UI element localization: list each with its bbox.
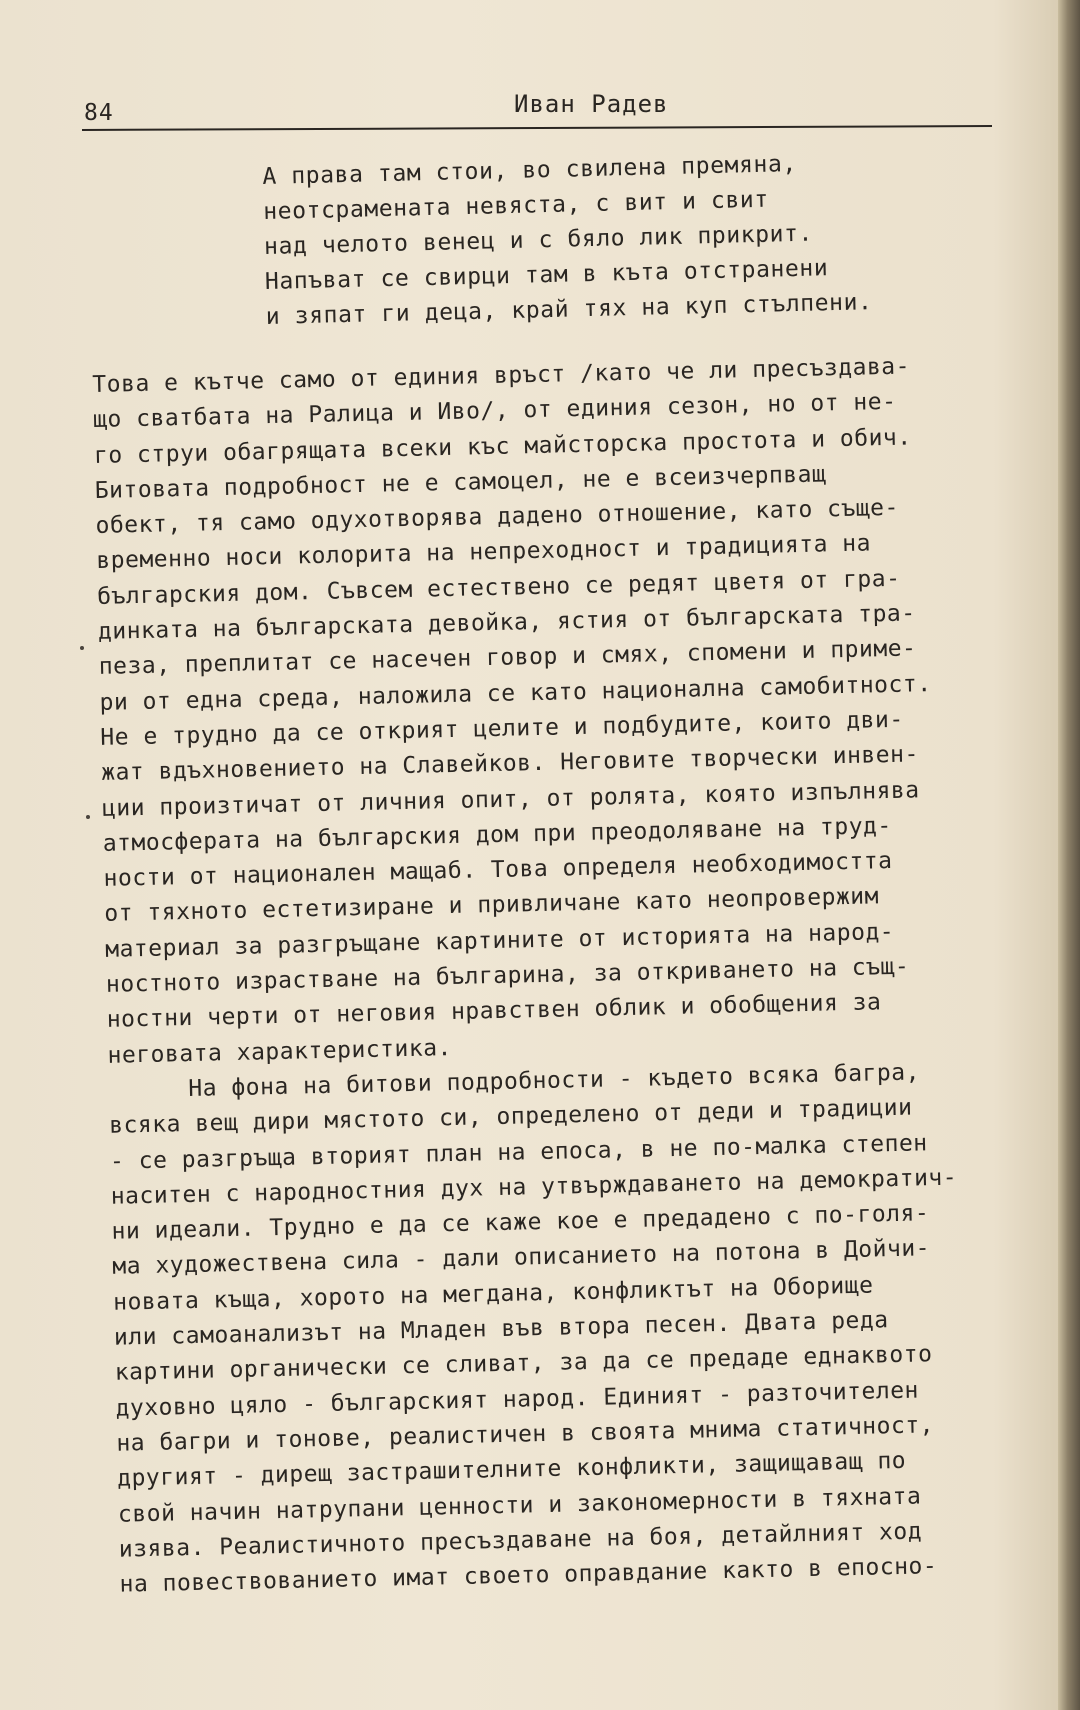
text-line: ри от една среда, наложила се като национална самобитност. [99, 670, 932, 716]
text-line: Не е трудно да се открият целите и подбудите, които дви- [100, 706, 904, 751]
text-line: на повествованието имат своето оправдание както в епосно- [119, 1553, 938, 1598]
page-header [82, 90, 997, 134]
text-line: наситен с народностния дух на утвърждаването на демократич- [110, 1164, 958, 1210]
text-line: ностни черти от неговия нравствен облик и обобщения за [106, 989, 882, 1034]
text-line: ции произтичат от личния опит, от ролята, която изпълнява [101, 776, 920, 822]
text-line: или самоанализът на Младен във втора песен. Двата реда [113, 1307, 889, 1351]
text-line: ности от национален мащаб. Това определя необходимостта [103, 848, 893, 893]
verse-line: над челото венец и с бяло лик прикрит. [263, 220, 814, 260]
text-line: другият - дирещ застрашителните конфликти, защищаващ по [116, 1448, 907, 1492]
text-line: свой начин натрупани ценности и закономерности в тяхната [117, 1482, 922, 1528]
text-line: изява. Реалистичното пресъздаване на боя, детайлният ход [118, 1518, 923, 1563]
running-title: Иван Радев [514, 90, 669, 118]
text-line: Битовата подробност не е самоцел, не е всеизчерпващ [94, 461, 827, 504]
body-text [92, 347, 1050, 1603]
text-line: На фона на битови подробности - където всяка багра, [188, 1059, 921, 1102]
verse-line: неотсрамената невяста, с вит и свит [262, 186, 770, 225]
page-number: 84 [84, 100, 114, 126]
verse-quote [262, 142, 986, 335]
text-line: ни идеали. Трудно е да се каже кое е предадено с по-голя- [111, 1200, 930, 1245]
text-line: на багри и тонове, реалистичен в своята мнима статичност, [116, 1412, 935, 1457]
text-line: Това е кътче само от единия връст /като че ли пресъздава- [92, 353, 911, 398]
header-rule [82, 125, 992, 131]
text-line: временно носи колорита на непреходност и традицията на [96, 530, 872, 575]
verse-line: Напъват се свирци там в къта отстранени [264, 255, 829, 295]
text-line: жат вдъхновението на Славейков. Неговите творчески инвен- [100, 741, 920, 787]
text-line: ма художествена сила - дали описанието на потона в Дойчи- [112, 1235, 931, 1281]
book-spine-shadow [1058, 0, 1080, 1710]
text-line: обект, тя само одухотворява дадено отношение, като съще- [95, 494, 900, 540]
margin-mark [86, 815, 90, 819]
text-line: го струи обагрящата всеки къс майсторска простота и обич. [93, 424, 912, 469]
text-line: - се разгръща вторият план на епоса, в не по-малка степен [109, 1129, 928, 1175]
text-line: ностното израстване на българина, за откриването на същ- [105, 953, 910, 998]
text-line: неговата характеристика. [107, 1034, 453, 1069]
margin-mark [80, 646, 84, 650]
text-line: от тяхното естетизиране и привличане като неопровержим [104, 883, 880, 928]
text-line: що сватбата на Ралица и Иво/, от единия сезон, но от не- [92, 389, 897, 434]
text-line: картини органически се сливат, за да се предаде еднаквото [114, 1341, 933, 1387]
text-line: атмосферата на българския дом при преодоляване на труд- [102, 812, 892, 857]
verse-line: А права там стои, во свилена премяна, [262, 150, 798, 190]
verse-line: и зяпат ги деца, край тях на куп стълпени. [265, 289, 873, 330]
text-line: материал за разгръщане картините от историята на народ- [104, 918, 895, 963]
text-line: българския дом. Съвсем естествено се редят цветя от гра- [96, 565, 901, 610]
text-line: пеза, преплитат се насечен говор и смях, спомени и приме- [98, 635, 917, 681]
text-line: духовно цяло - българският народ. Единият - разточителен [115, 1377, 920, 1422]
text-line: новата къща, хорото на мегдана, конфликтът на Оборище [112, 1272, 874, 1316]
text-line: всяка вещ дири мястото си, определено от деди и традиции [108, 1094, 913, 1140]
text-line: динката на българската девойка, ястия от българската тра- [97, 600, 916, 646]
